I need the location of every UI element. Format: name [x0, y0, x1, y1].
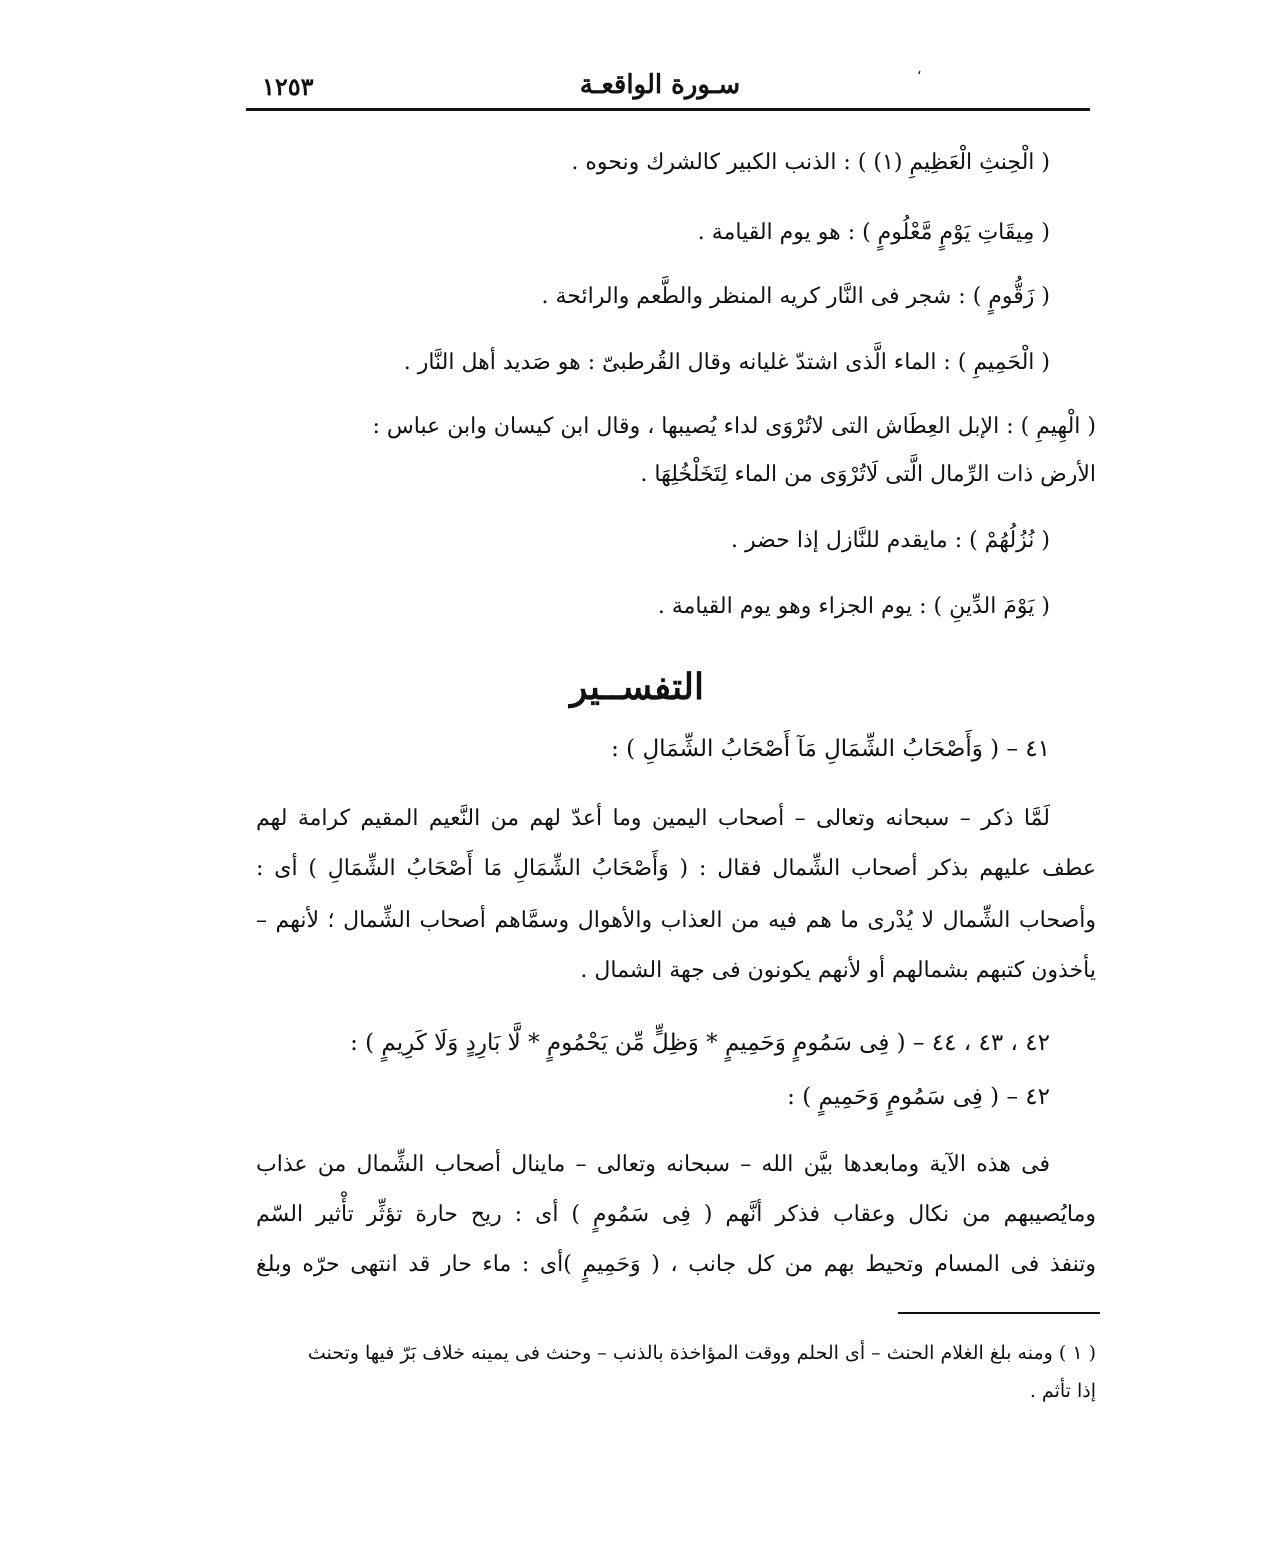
paragraph-1-line-3: وأصحاب الشِّمال لا يُدْرى ما هم فيه من العذاب والأهوال وسمَّاهم أصحاب الشِّمال ؛ لأنهم –	[256, 908, 1096, 933]
header-mark: ،	[917, 62, 922, 78]
page-number: ١٢٥٣	[262, 72, 314, 101]
gloss-him: ( الْهِيمِ ) : الإبل العِطَاش التى لاتُرْوَى لداء يُصيبها ، وقال ابن كيسان وابن عباس :	[372, 414, 1096, 439]
footnote-rule	[898, 1312, 1100, 1314]
paragraph-2-line-1: فى هذه الآية ومابعدها بيَّن الله – سبحانه وتعالى – ماينال أصحاب الشِّمال من عذاب	[256, 1152, 1050, 1177]
gloss-hinth: ( الْحِنثِ الْعَظِيمِ (١) ) : الذنب الكبير كالشرك ونحوه .	[571, 150, 1050, 175]
verse-42-44-heading: ٤٢ ، ٤٣ ، ٤٤ – ( فِى سَمُومٍ وَحَمِيمٍ * وَظِلٍّ مِّن يَحْمُومٍ * لَّا بَارِدٍ وَلَا كَرِيمٍ ) :	[350, 1030, 1050, 1056]
paragraph-1-line-2: عطف عليهم بذكر أصحاب الشِّمال فقال : ( وَأَصْحَابُ الشِّمَالِ مَا أَصْحَابُ الشِّمَالِ ) أى :	[256, 856, 1096, 881]
gloss-miqat: ( مِيقَاتِ يَوْمٍ مَّعْلُومٍ ) : هو يوم القيامة .	[697, 220, 1050, 245]
section-heading: التفســير	[570, 666, 704, 708]
gloss-zaqqum: ( زَقُّومٍ ) : شجر فى النَّار كريه المنظر والطَّعم والرائحة .	[541, 284, 1050, 309]
verse-42-heading: ٤٢ – ( فِى سَمُومٍ وَحَمِيمٍ ) :	[787, 1084, 1050, 1110]
paragraph-1-line-1: لَمَّا ذكر – سبحانه وتعالى – أصحاب اليمين وما أعدّ لهم من النَّعيم المقيم كرامة لهم	[256, 806, 1050, 831]
verse-41-heading: ٤١ – ( وَأَصْحَابُ الشِّمَالِ مَآ أَصْحَابُ الشِّمَالِ ) :	[611, 736, 1050, 762]
footnote-line-1: ( ١ ) ومنه بلغ الغلام الحنث – أى الحلم ووقت المؤاخذة بالذنب – وحنث فى يمينه خلاف بَرّ فيها وتحنث	[307, 1342, 1096, 1364]
paragraph-2-line-3: وتنفذ فى المسام وتحيط بهم من كل جانب ، ( وَحَمِيمٍ )أى : ماء حار قد انتهى حرّه وبلغ	[256, 1252, 1096, 1277]
gloss-yawm-aldin: ( يَوْمَ الدِّينِ ) : يوم الجزاء وهو يوم القيامة .	[657, 594, 1050, 619]
footnote-line-2: إذا تأثم .	[1029, 1380, 1096, 1402]
paragraph-1-line-4: يأخذون كتبهم بشمالهم أو لأنهم يكونون فى جهة الشمال .	[580, 958, 1096, 983]
surah-title: سـورة الواقعـة	[579, 70, 741, 100]
gloss-nuzul: ( نُزُلُهُمْ ) : مايقدم للنَّازل إذا حضر .	[731, 528, 1050, 553]
gloss-hamim: ( الْحَمِيمِ ) : الماء الَّذى اشتدّ غليانه وقال القُرطبىّ : هو صَديد أهل النَّار .	[403, 350, 1050, 375]
paragraph-2-line-2: ومايُصيبهم من نكال وعقاب فذكر أنَّهم ( فِى سَمُومٍ ) أى : ريح حارة تؤثِّر تأْثير السّم	[256, 1202, 1096, 1227]
header-rule	[246, 108, 1090, 111]
gloss-him-continued: الأرض ذات الرِّمال الَّتى لَاتُرْوَى من الماء لِتَخَلْخُلِهَا .	[640, 462, 1096, 487]
